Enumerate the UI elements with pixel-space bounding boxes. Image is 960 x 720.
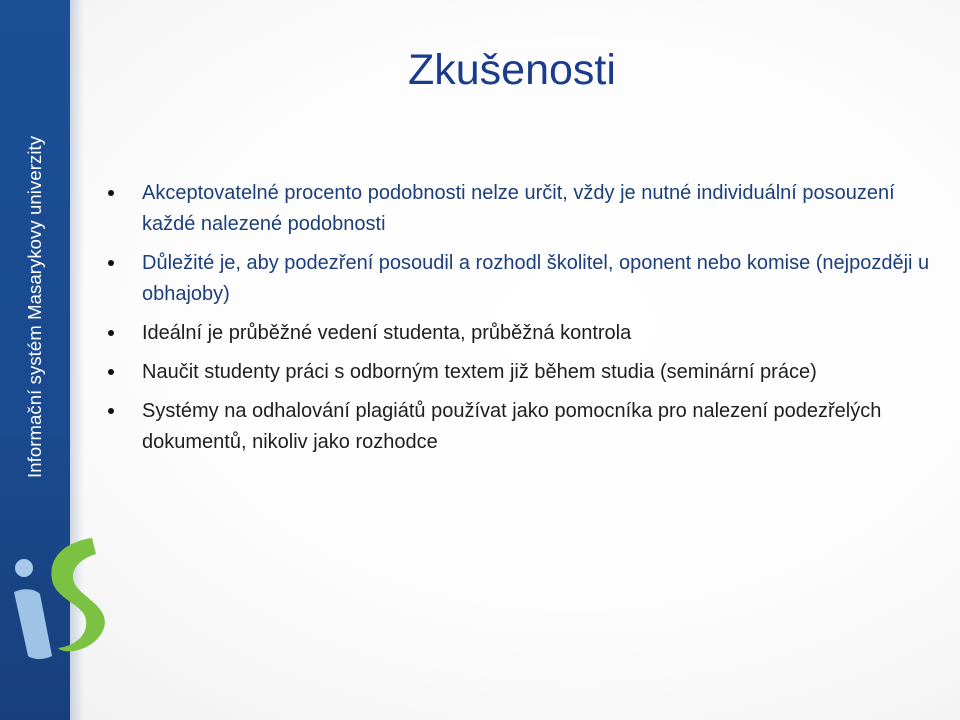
bullet-list: [108, 178, 948, 466]
bullet-item: [108, 178, 948, 240]
bullet-dot-icon: [108, 330, 114, 336]
bullet-dot-icon: [108, 190, 114, 196]
logo-i-stem: [14, 589, 52, 659]
bullet-text: Naučit studenty práci s odborným textem již během studia (seminární práce): [142, 361, 817, 383]
logo-i-dot: [15, 559, 33, 577]
bullet-dot-icon: [108, 408, 114, 414]
slide-title: Zkušenosti: [408, 46, 616, 94]
bullet-item: [108, 357, 948, 388]
bullet-item: [108, 318, 948, 349]
is-logo-icon: [0, 528, 120, 668]
bullet-text: Ideální je průběžné vedení studenta, průběžná kontrola: [142, 322, 632, 344]
bullet-text: Důležité je, aby podezření posoudil a rozhodl školitel, oponent nebo komise (nejpozději u obhajoby): [142, 252, 930, 305]
bullet-item: [108, 396, 948, 458]
bullet-item: [108, 248, 948, 310]
logo-s-shape: [51, 538, 104, 651]
bullet-text: Akceptovatelné procento podobnosti nelze určit, vždy je nutné individuální posouzení každé nalezené podobnosti: [142, 182, 895, 235]
bullet-dot-icon: [108, 260, 114, 266]
sidebar-vertical-text: Informační systém Masarykovy univerzity: [24, 135, 45, 478]
bullet-dot-icon: [108, 369, 114, 375]
bullet-text: Systémy na odhalování plagiátů používat jako pomocníka pro nalezení podezřelých dokumentů, nikoliv jako rozhodce: [142, 400, 882, 453]
